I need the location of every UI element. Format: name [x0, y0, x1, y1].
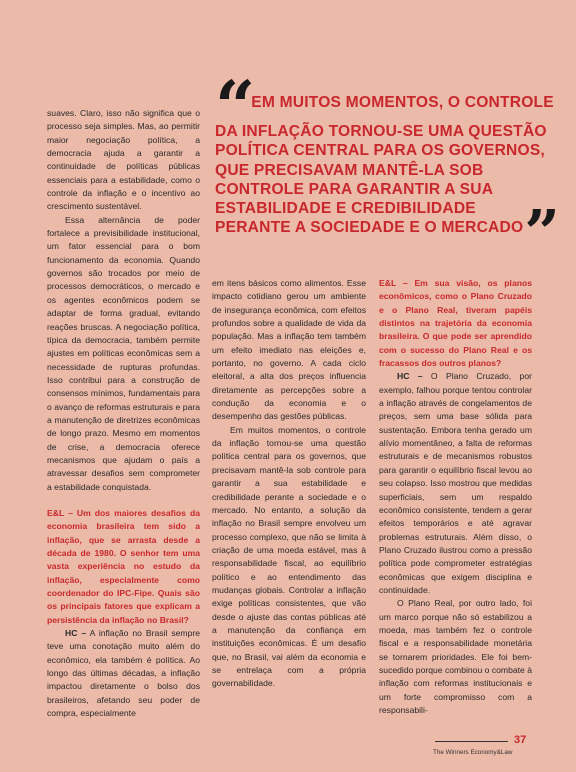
interview-question: E&L – Em sua visão, os planos econômicos, como o Plano Cruzado e o Plano Real, tiveram papéis distintos na trajetória da economia brasileira. O que pode ser aprendido com o sucesso do Plano Real e os fracassos dos outros planos? [379, 278, 532, 369]
open-quote-mark: “ [215, 65, 250, 148]
speaker-label: HC – [397, 371, 423, 382]
paragraph: em itens básicos como alimentos. Esse impacto cotidiano gerou um ambiente de insegurança econômica, com efeitos profundos sobre a qualidade de vida da população. Mas a inflação tem também um efeito imediato nas eleições e, portanto, no governo. A cada ciclo eleitoral, a alta dos preços influencia diretamente as percepções sobre a condução da economia e o desempenho das gestões públicas. [212, 278, 366, 422]
answer-text: O Plano Cruzado, por exemplo, falhou porque tentou controlar a inflação através de congelamentos de preços, sem uma base sólida para sustentação. Embora tenha gerado um alívio momentâneo, a falta de reformas estruturais e de mecanismos robustos para garantir o equilíbrio fiscal levou ao seu colapso. Isso mostrou que medidas superficiais, sem um respaldo econômico consistente, tendem a gerar efeitos temporários e até agravar problemas estruturais. Além disso, o Plano Cruzado ilustrou como a pressão política pode comprometer estratégias econômicas que exigem disciplina e continuidade. [379, 371, 532, 595]
page-number: 37 [514, 734, 527, 746]
paragraph: Essa alternância de poder fortalece a previsibilidade institucional, um fator essencial para o bom funcionamento da economia. Quando governos são trocados por meio de processos democráticos, o mercado e os agentes econômicos podem se adaptar de forma gradual, evitando reações bruscas. A negociação política, típica da democracia, também permite ajustes em políticas econômicas sem a necessidade de rupturas profundas. Isso contribui para a construção de consensos mínimos, fundamentais para o avanço de reformas estruturais e para a manutenção de diretrizes econômicas de longo prazo. Mesmo em momentos de crise, a democracia oferece mecanismos que ajudam o país a atravessar desafios sem comprometer a estabilidade conquistada. [47, 214, 200, 492]
magazine-name: The Winners Economy&Law [433, 749, 513, 756]
footer-divider [435, 741, 508, 742]
paragraph: O Plano Real, por outro lado, foi um marco porque não só estabilizou a moeda, mas também fez o controle fiscal e a responsabilidade monetária se tornarem prioridades. Ele foi bem-sucedido porque combinou o combate à inflação com reformas institucionais e um forte compromisso com a responsabili- [379, 598, 532, 715]
interview-answer [379, 370, 532, 597]
pull-quote [215, 65, 555, 270]
interview-answer [47, 627, 200, 720]
speaker-label: HC – [65, 628, 87, 639]
paragraph: suaves. Claro, isso não significa que o processo seja simples. Mas, ao permitir maior negociação política, a democracia ajuda a garantir a continuidade de políticas públicas essenciais para a estabilidade, como o controle da inflação e o incentivo ao crescimento sustentável. [47, 108, 200, 212]
paragraph: Em muitos momentos, o controle da inflação tornou-se uma questão política central para os governos, que precisavam mantê-la sob controle para garantir a sua estabilidade e credibilidade perante a sociedade e o mercado. No entanto, a solução da inflação no Brasil sempre envolveu um processo complexo, que não se limita à criação de uma moeda estável, mas à responsabilidade fiscal, ao equilíbrio político e ao entendimento das mudanças globais. Controlar a inflação exige políticas consistentes, que vão desde o ajuste das contas públicas até a manutenção da confiança em instituições econômicas. É um desafio que, no Brasil, vai além da economia e se entrelaça com a própria governabilidade. [212, 424, 366, 689]
interview-question: E&L – Um dos maiores desafios da economia brasileira tem sido a inflação, que se arrasta desde a década de 1980. O senhor tem uma vasta experiência no estudo da inflação, especialmente como coordenador do IPC-Fipe. Quais são os principais fatores que explicam a persistência da inflação no Brasil? [47, 507, 200, 625]
column-right [379, 277, 532, 717]
column-middle [212, 277, 366, 691]
answer-text: A inflação no Brasil sempre teve uma conotação muito além do econômico, ela também é política. Ao longo das últimas décadas, a inflação impactou diretamente o bolso dos brasileiros, afetando seu poder de compra, especialmente [47, 628, 200, 719]
column-left [47, 107, 200, 720]
close-quote-mark: ” [524, 196, 554, 270]
pull-quote-text: EM MUITOS MOMENTOS, O CONTROLE DA INFLAÇÃO TORNOU-SE UMA QUESTÃO POLÍTICA CENTRAL PARA OS GOVERNOS, QUE PRECISAVAM MANTÊ-LA SOB CONTROLE PARA GARANTIR A SUA ESTABILIDADE E CREDIBILIDADE PERANTE A SOCIEDADE E O MERCADO [215, 94, 554, 237]
